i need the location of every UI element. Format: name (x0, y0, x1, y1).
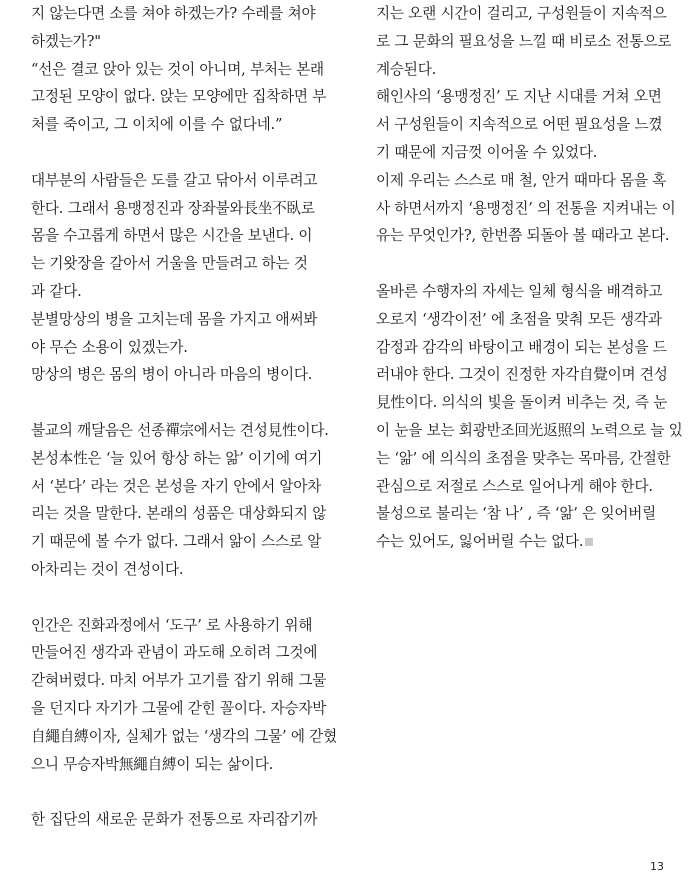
text-line: 과 같다. (31, 282, 82, 300)
text-line: 사 하면서까지 ‘용맹정진’ 의 전통을 지켜내는 이 (376, 199, 676, 217)
text-line: 유는 무엇인가?, 한번쯤 되돌아 볼 때라고 본다. (376, 227, 670, 245)
text-line: 는 기왓장을 갈아서 거울을 만들려고 하는 것 (31, 255, 308, 273)
right-text-column (376, 0, 683, 556)
text-line: 오로지 ‘생각이전’ 에 초점을 맞춰 모든 생각과 (376, 310, 662, 328)
text-line: 러내야 한다. 그것이 진정한 자각自覺이며 견성 (376, 366, 668, 384)
text-line: 고정된 모양이 없다. 앉는 모양에만 집착하면 부 (31, 88, 327, 106)
text-line: 見性이다. 의식의 빛을 돌이켜 비추는 것, 즉 눈 (376, 394, 668, 412)
paragraph-gap (31, 584, 331, 612)
text-line: 인간은 진화과정에서 ‘도구’ 로 사용하기 위해 (31, 616, 313, 634)
paragraph (31, 361, 331, 389)
paragraph (31, 167, 331, 306)
text-line: 수는 있어도, 잃어버릴 수는 없다. (376, 528, 676, 556)
paragraph (376, 500, 676, 556)
end-of-article-mark (585, 538, 593, 546)
text-line: 自繩自縛이자, 실체가 없는 ‘생각의 그물’ 에 갇혔 (31, 727, 337, 745)
text-line: 는 ‘앎’ 에 의식의 초점을 맞추는 목마름, 간절한 (376, 449, 671, 467)
paragraph (31, 56, 331, 139)
text-line: 만들어진 생각과 관념이 과도해 오히려 그것에 (31, 644, 318, 662)
text-line: 관심으로 저절로 스스로 일어나게 해야 한다. (376, 477, 653, 495)
text-line: 지 않는다면 소를 쳐야 하겠는가? 수레를 쳐야 (31, 5, 316, 22)
text-line: 감정과 감각의 바탕이고 배경이 되는 본성을 드 (376, 338, 667, 356)
text-line: 갇혀버렸다. 마치 어부가 고기를 잡기 위해 그물 (31, 672, 327, 690)
paragraph (31, 806, 331, 834)
text-line: 이제 우리는 스스로 매 철, 안거 때마다 몸을 혹 (376, 171, 667, 189)
paragraph (31, 417, 331, 584)
paragraph (376, 0, 676, 83)
page-number: 13 (650, 860, 664, 873)
text-line: 야 무슨 소용이 있겠는가. (31, 338, 188, 356)
text-line: 하겠는가?" (31, 32, 101, 50)
text-line: 대부분의 사람들은 도를 갈고 닦아서 이루려고 (31, 171, 318, 189)
text-line: 로 그 문화의 필요성을 느낄 때 비로소 전통으로 (376, 32, 672, 50)
text-line: 지는 오랜 시간이 걸리고, 구성원들이 지속적으 (376, 5, 667, 22)
paragraph-gap (31, 389, 331, 417)
text-line: 해인사의 ‘용맹정진’ 도 지난 시대를 거쳐 오면 (376, 88, 662, 106)
text-line: 서 ‘본다’ 라는 것은 본성을 자기 안에서 알아차 (31, 477, 322, 495)
paragraph (31, 612, 337, 779)
text-line: 망상의 병은 몸의 병이 아니라 마음의 병이다. (31, 366, 313, 384)
text-line: 이 눈을 보는 회광반조回光返照의 노력으로 늘 있 (376, 421, 683, 439)
text-line: 을 던지다 자기가 그물에 갇힌 꼴이다. 자승자박 (31, 699, 327, 717)
text-line: 리는 것을 말한다. 본래의 성품은 대상화되지 않 (31, 505, 327, 523)
text-line: 기 때문에 지금껏 이어올 수 있었다. (376, 143, 598, 161)
text-line: 한다. 그래서 용맹정진과 장좌불와長坐不臥로 (31, 199, 315, 217)
text-line: 올바른 수행자의 자세는 일체 형식을 배격하고 (376, 282, 663, 300)
paragraph-gap (31, 778, 331, 806)
text-line: 계승된다. (376, 60, 437, 78)
text-line: “선은 결코 앉아 있는 것이 아니며, 부처는 본래 (31, 60, 324, 78)
text-line: 분별망상의 병을 고치는데 몸을 가지고 애써봐 (31, 310, 318, 328)
text-line: 불성으로 불리는 ‘참 나’ , 즉 ‘앎’ 은 잊어버릴 (376, 505, 657, 523)
text-line: 아차리는 것이 견성이다. (31, 560, 184, 578)
paragraph (376, 167, 676, 250)
text-line: 한 집단의 새로운 문화가 전통으로 자리잡기까 (31, 811, 318, 829)
paragraph (376, 278, 683, 500)
paragraph (31, 306, 331, 362)
paragraph-gap (31, 139, 331, 167)
paragraph (31, 0, 331, 56)
text-line: 불교의 깨달음은 선종禪宗에서는 견성見性이다. (31, 421, 329, 439)
text-line: 몸을 수고롭게 하면서 많은 시간을 보낸다. 이 (31, 227, 313, 245)
text-line: 으니 무승자박無繩自縛이 되는 삶이다. (31, 755, 274, 773)
paragraph-gap (376, 250, 676, 278)
text-line: 기 때문에 볼 수가 없다. 그래서 앎이 스스로 알 (31, 533, 322, 551)
left-text-column (31, 0, 337, 834)
text-line: 서 구성원들이 지속적으로 어떤 필요성을 느꼈 (376, 116, 663, 134)
paragraph (376, 83, 676, 166)
text-line: 본성本性은 ‘늘 있어 항상 하는 앎’ 이기에 여기 (31, 449, 323, 467)
text-line: 처를 죽이고, 그 이치에 이를 수 없다네.” (31, 116, 283, 134)
